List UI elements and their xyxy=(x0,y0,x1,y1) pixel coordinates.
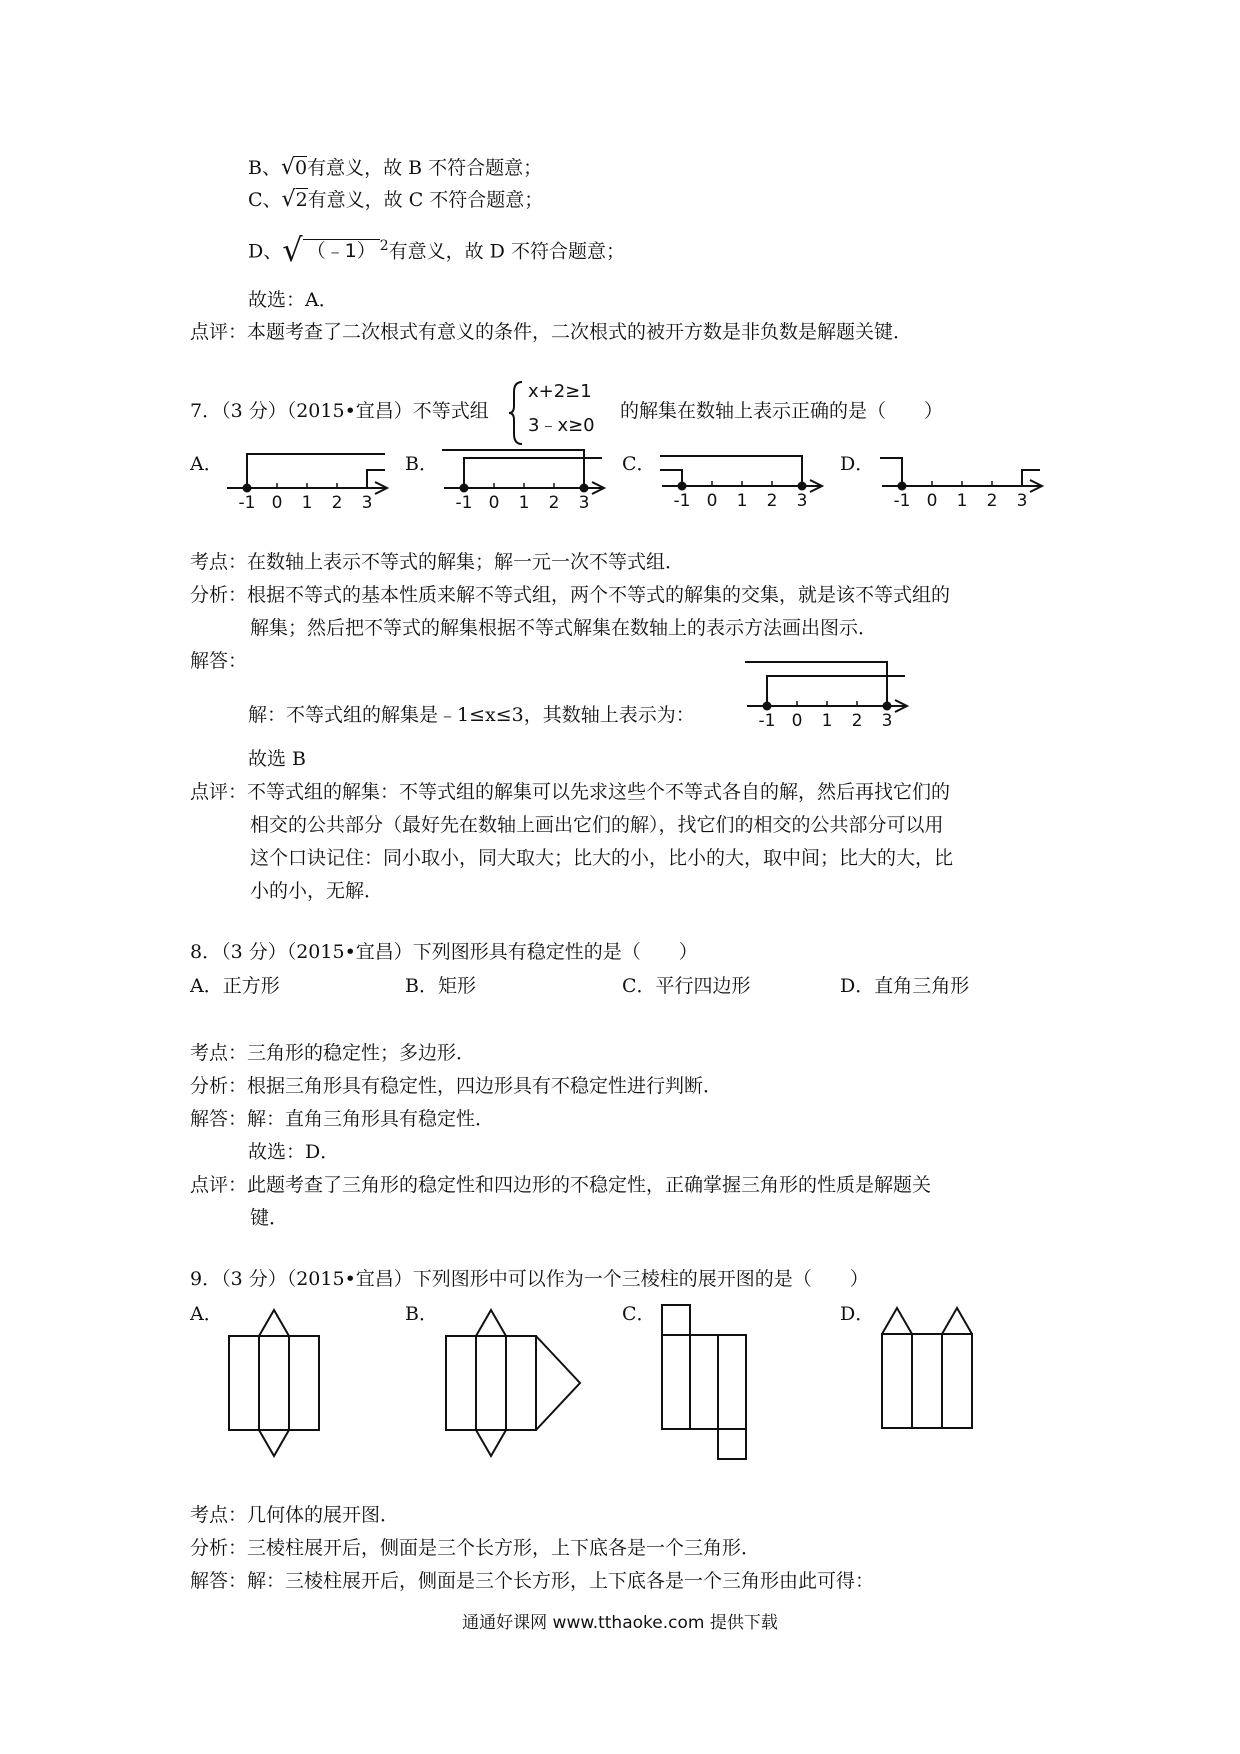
q7-option-d-numberline xyxy=(880,440,1060,510)
q7-fenxi-1: 分析：根据不等式的基本性质来解不等式组，两个不等式的解集的交集，就是该不等式组的 xyxy=(190,584,951,606)
q9-option-d-net xyxy=(878,1304,978,1434)
q7-system-brace xyxy=(508,380,524,446)
tick-label: 3 xyxy=(361,493,373,513)
tick-label: 0 xyxy=(791,711,803,731)
tick-label: 2 xyxy=(986,491,998,511)
q8-option-a: A．正方形 xyxy=(190,975,280,997)
q7-solution-numberline xyxy=(745,650,925,730)
q7-comment-3: 这个口诀记住：同小取小，同大取大；比大的小，比小的大，取中间；比大的大，比 xyxy=(250,847,954,869)
q7-option-b-label: B． xyxy=(405,453,438,475)
q7-solution: 解：不等式组的解集是﹣1≤x≤3，其数轴上表示为： xyxy=(248,704,695,726)
q9-option-d-label: D． xyxy=(840,1303,875,1325)
q6-option-d-line: D、√ （﹣1） $^2$有意义，故 D 不符合题意； xyxy=(248,231,625,270)
q7-fenxi-2: 解集；然后把不等式的解集根据不等式解集在数轴上的表示方法画出图示． xyxy=(250,617,878,639)
q9-fenxi: 分析：三棱柱展开后，侧面是三个长方形，上下底各是一个三角形． xyxy=(190,1537,761,1559)
endpoint-dot xyxy=(898,482,907,491)
q9-option-b-net xyxy=(444,1306,594,1460)
q7-option-c-label: C． xyxy=(622,453,656,475)
q7-kaodian: 考点：在数轴上表示不等式的解集；解一元一次不等式组． xyxy=(190,551,685,573)
sqrt-expression: √ （﹣1） $^2$ xyxy=(282,231,389,270)
tick-label: 2 xyxy=(548,493,560,513)
solution-ray xyxy=(464,458,602,488)
q6-choose: 故选：A． xyxy=(248,289,338,311)
tick-label: 1 xyxy=(518,493,530,513)
q8-option-d: D．直角三角形 xyxy=(840,975,970,997)
tick-label: 1 xyxy=(301,493,313,513)
q6-comment: 点评：本题考查了二次根式有意义的条件，二次根式的被开方数是非负数是解题关键． xyxy=(190,321,913,343)
q9-option-a-net xyxy=(225,1306,325,1460)
tick-label: 0 xyxy=(706,491,718,511)
q9-option-a-label: A． xyxy=(190,1303,223,1325)
q7-stem-end: 的解集在数轴上表示正确的是（ ） xyxy=(620,400,944,422)
sqrt-expression: √0 xyxy=(280,155,308,180)
q7-system-line-2: 3﹣x≥0 xyxy=(528,415,595,436)
tick-label: -1 xyxy=(893,491,911,511)
q7-option-c-numberline xyxy=(660,440,840,510)
tick-label: 2 xyxy=(851,711,863,731)
q8-fenxi: 分析：根据三角形具有稳定性，四边形具有不稳定性进行判断． xyxy=(190,1075,723,1097)
q8-comment-2: 键． xyxy=(250,1207,289,1229)
q7-option-a-label: A． xyxy=(190,453,223,475)
q7-comment-1: 点评：不等式组的解集：不等式组的解集可以先求这些个不等式各自的解，然后再找它们的 xyxy=(190,781,951,803)
tick-label: -1 xyxy=(758,711,776,731)
page-footer: 通通好课网 www.tthaoke.com 提供下载 xyxy=(462,1613,778,1633)
q8-choose: 故选：D． xyxy=(248,1141,340,1163)
q7-stem-start: 7．（3 分）（2015•宜昌）不等式组 xyxy=(190,400,489,422)
endpoint-dot xyxy=(678,482,687,491)
q7-option-a-numberline xyxy=(225,440,405,513)
q9-jieda: 解答：解：三棱柱展开后，侧面是三个长方形，上下底各是一个三角形由此可得： xyxy=(190,1570,875,1592)
tick-label: 0 xyxy=(926,491,938,511)
tick-label: -1 xyxy=(455,493,473,513)
q8-option-c: C．平行四边形 xyxy=(622,975,751,997)
q8-option-b: B．矩形 xyxy=(405,975,476,997)
tick-label: 0 xyxy=(271,493,283,513)
q6-option-b-line: B、√0有意义，故 B 不符合题意； xyxy=(248,155,543,180)
q9-stem: 9．（3 分）（2015•宜昌）下列图形中可以作为一个三棱柱的展开图的是（ ） xyxy=(190,1268,869,1290)
q8-comment-1: 点评：此题考查了三角形的稳定性和四边形的不稳定性，正确掌握三角形的性质是解题关 xyxy=(190,1174,932,1196)
q9-option-b-label: B． xyxy=(405,1303,438,1325)
endpoint-dot xyxy=(798,482,807,491)
tick-label: 3 xyxy=(881,711,893,731)
tick-label: 3 xyxy=(578,493,590,513)
q7-jieda: 解答： xyxy=(190,650,248,672)
endpoint-dot xyxy=(763,702,772,711)
q9-option-c-label: C． xyxy=(622,1303,656,1325)
q7-system-line-1: x+2≥1 xyxy=(528,381,592,402)
q9-option-c-net xyxy=(660,1303,760,1463)
solution-ray xyxy=(767,676,905,706)
tick-label: -1 xyxy=(673,491,691,511)
tick-label: 2 xyxy=(331,493,343,513)
q9-kaodian: 考点：几何体的展开图． xyxy=(190,1504,400,1526)
endpoint-dot xyxy=(883,702,892,711)
tick-label: 0 xyxy=(488,493,500,513)
q6-option-c-line: C、√2有意义，故 C 不符合题意； xyxy=(248,187,544,212)
tick-label: 1 xyxy=(956,491,968,511)
q7-option-d-label: D． xyxy=(840,453,875,475)
tick-label: 2 xyxy=(766,491,778,511)
tick-label: -1 xyxy=(238,493,256,513)
tick-label: 3 xyxy=(796,491,808,511)
q7-choose: 故选 B xyxy=(248,748,307,770)
solution-ray xyxy=(247,454,385,488)
tick-label: 3 xyxy=(1016,491,1028,511)
sqrt-expression: √2 xyxy=(281,187,308,212)
q7-option-b-numberline xyxy=(442,440,622,513)
q8-stem: 8．（3 分）（2015•宜昌）下列图形具有稳定性的是（ ） xyxy=(190,941,698,963)
q8-jieda: 解答：解：直角三角形具有稳定性． xyxy=(190,1108,495,1130)
endpoint-dot xyxy=(243,484,252,493)
tick-label: 1 xyxy=(821,711,833,731)
endpoint-dot xyxy=(580,484,589,493)
q7-comment-4: 小的小，无解． xyxy=(250,880,384,902)
q8-kaodian: 考点：三角形的稳定性；多边形． xyxy=(190,1042,476,1064)
solution-ray xyxy=(880,458,902,486)
tick-label: 1 xyxy=(736,491,748,511)
endpoint-dot xyxy=(460,484,469,493)
q7-comment-2: 相交的公共部分（最好先在数轴上画出它们的解），找它们的相交的公共部分可以用 xyxy=(250,814,944,836)
